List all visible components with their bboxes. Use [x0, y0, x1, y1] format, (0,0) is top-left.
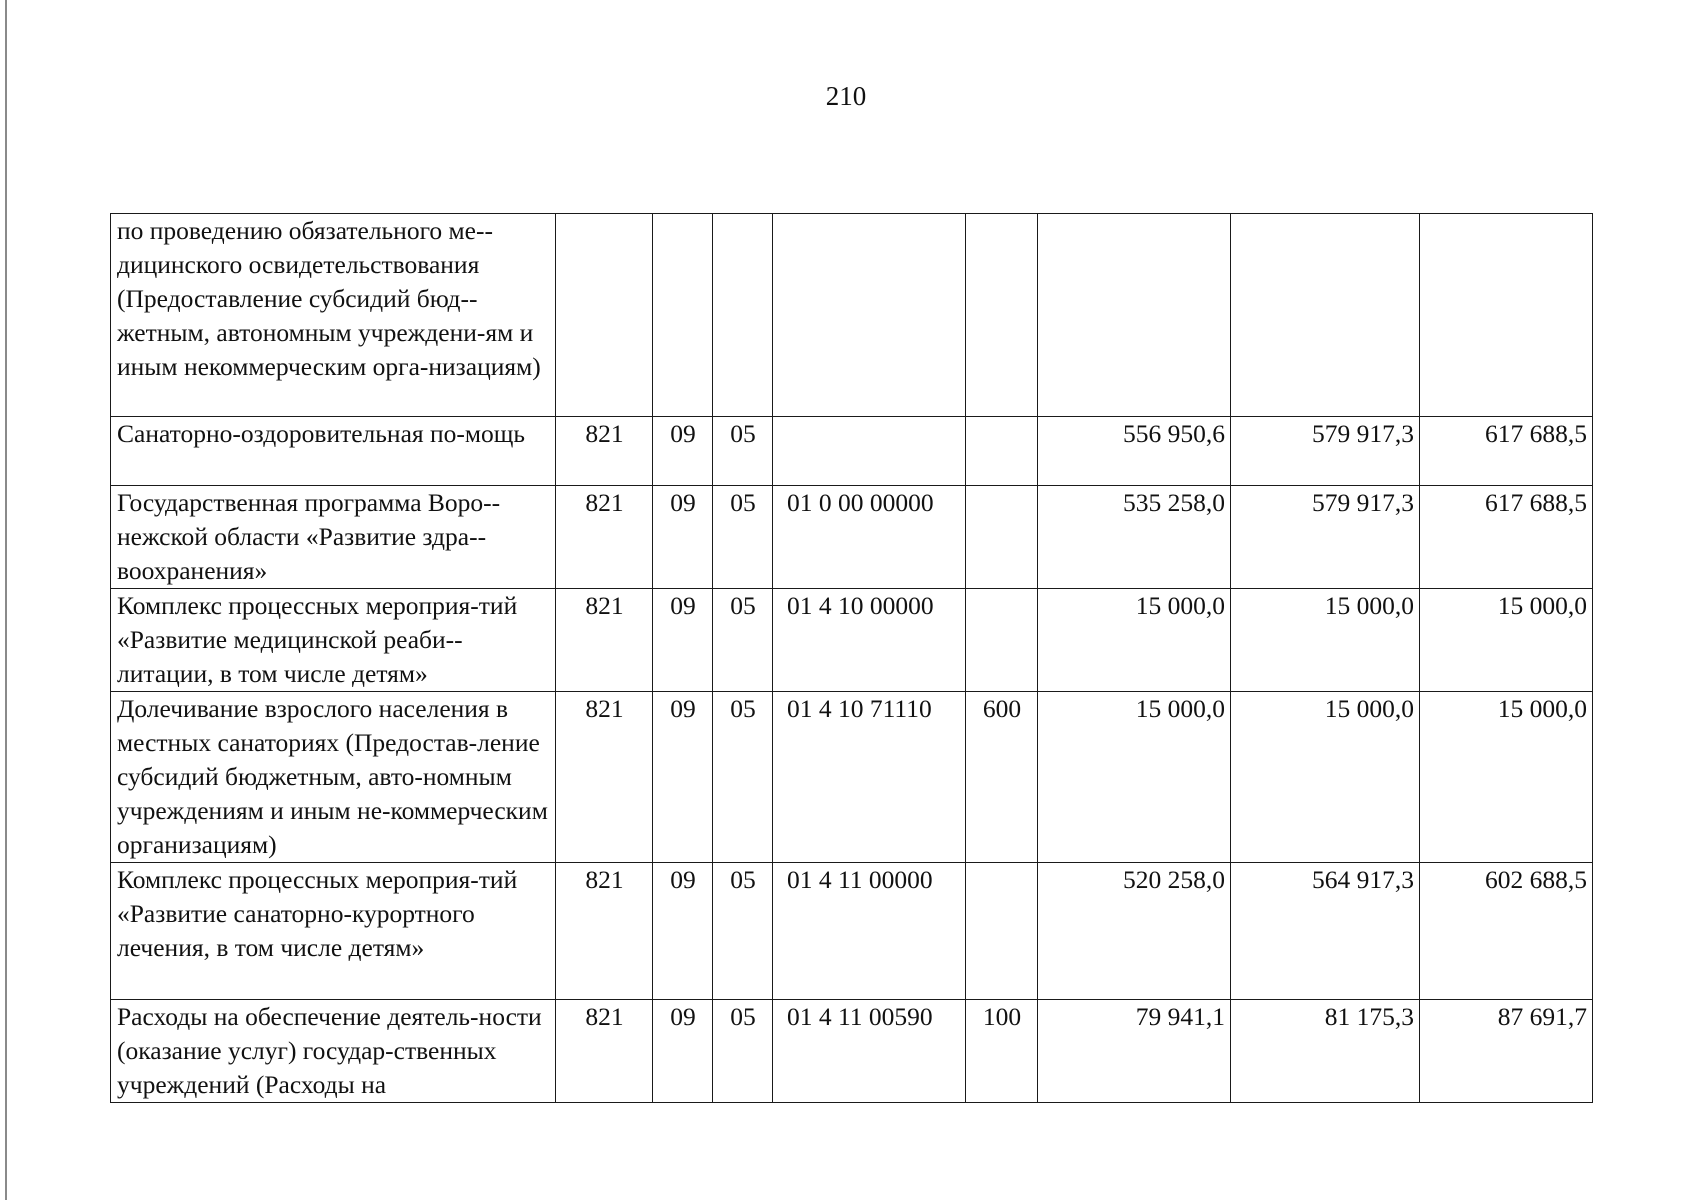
amount-year-2-cell: 579 917,3	[1231, 486, 1420, 589]
amount-year-3-cell: 15 000,0	[1420, 589, 1593, 692]
section-cell	[653, 214, 713, 417]
amount-year-1-cell: 15 000,0	[1038, 692, 1231, 863]
page-edge-line	[5, 0, 7, 1200]
expense-type-cell	[966, 214, 1038, 417]
expense-name-cell: Государственная программа Воро-нежской области «Развитие здра-воохранения»	[111, 486, 556, 589]
section-cell: 09	[653, 417, 713, 486]
expense-type-cell: 600	[966, 692, 1038, 863]
ministry-code-cell: 821	[556, 1000, 653, 1103]
subsection-cell: 05	[713, 1000, 773, 1103]
ministry-code-cell: 821	[556, 589, 653, 692]
expense-type-cell: 100	[966, 1000, 1038, 1103]
target-article-cell: 01 0 00 00000	[773, 486, 966, 589]
amount-year-3-cell	[1420, 214, 1593, 417]
table-row	[111, 214, 1593, 417]
expense-type-cell	[966, 589, 1038, 692]
expense-name-cell: по проведению обязательного ме-дицинского освидетельствования (Предоставление субсидий бюд-жетным, автономным учреждени-ям и иным некоммерческим орга-низациям)	[111, 214, 556, 417]
amount-year-2-cell: 15 000,0	[1231, 692, 1420, 863]
budget-table	[110, 213, 1593, 1103]
expense-name-cell: Комплекс процессных мероприя-тий «Развитие медицинской реаби-литации, в том числе детям»	[111, 589, 556, 692]
expense-name-cell: Расходы на обеспечение деятель-ности (оказание услуг) государ-ственных учреждений (Расходы на	[111, 1000, 556, 1103]
page-number: 210	[825, 81, 867, 111]
amount-year-3-cell: 15 000,0	[1420, 692, 1593, 863]
amount-year-1-cell: 535 258,0	[1038, 486, 1231, 589]
amount-year-3-cell: 87 691,7	[1420, 1000, 1593, 1103]
table-row	[111, 417, 1593, 486]
table-row	[111, 863, 1593, 1000]
amount-year-3-cell: 617 688,5	[1420, 486, 1593, 589]
target-article-cell: 01 4 11 00000	[773, 863, 966, 1000]
amount-year-1-cell: 79 941,1	[1038, 1000, 1231, 1103]
section-cell: 09	[653, 589, 713, 692]
expense-type-cell	[966, 417, 1038, 486]
expense-type-cell	[966, 863, 1038, 1000]
table-row	[111, 1000, 1593, 1103]
table-row	[111, 486, 1593, 589]
amount-year-3-cell: 617 688,5	[1420, 417, 1593, 486]
ministry-code-cell: 821	[556, 486, 653, 589]
expense-name-cell: Санаторно-оздоровительная по-мощь	[111, 417, 556, 486]
table-row	[111, 589, 1593, 692]
amount-year-1-cell: 520 258,0	[1038, 863, 1231, 1000]
amount-year-2-cell: 15 000,0	[1231, 589, 1420, 692]
subsection-cell: 05	[713, 863, 773, 1000]
amount-year-1-cell: 15 000,0	[1038, 589, 1231, 692]
section-cell: 09	[653, 863, 713, 1000]
subsection-cell: 05	[713, 417, 773, 486]
amount-year-2-cell	[1231, 214, 1420, 417]
target-article-cell: 01 4 10 00000	[773, 589, 966, 692]
ministry-code-cell: 821	[556, 863, 653, 1000]
subsection-cell	[713, 214, 773, 417]
section-cell: 09	[653, 692, 713, 863]
amount-year-2-cell: 564 917,3	[1231, 863, 1420, 1000]
amount-year-1-cell	[1038, 214, 1231, 417]
amount-year-2-cell: 579 917,3	[1231, 417, 1420, 486]
expense-name-cell: Комплекс процессных мероприя-тий «Развитие санаторно-курортного лечения, в том числе детям»	[111, 863, 556, 1000]
amount-year-3-cell: 602 688,5	[1420, 863, 1593, 1000]
ministry-code-cell: 821	[556, 692, 653, 863]
target-article-cell	[773, 417, 966, 486]
subsection-cell: 05	[713, 692, 773, 863]
section-cell: 09	[653, 1000, 713, 1103]
amount-year-1-cell: 556 950,6	[1038, 417, 1231, 486]
target-article-cell: 01 4 10 71110	[773, 692, 966, 863]
table-row	[111, 692, 1593, 863]
amount-year-2-cell: 81 175,3	[1231, 1000, 1420, 1103]
section-cell: 09	[653, 486, 713, 589]
ministry-code-cell: 821	[556, 417, 653, 486]
subsection-cell: 05	[713, 589, 773, 692]
target-article-cell: 01 4 11 00590	[773, 1000, 966, 1103]
target-article-cell	[773, 214, 966, 417]
expense-name-cell: Долечивание взрослого населения в местных санаториях (Предостав-ление субсидий бюджетным, авто-номным учреждениям и иным не-коммерческим организациям)	[111, 692, 556, 863]
ministry-code-cell	[556, 214, 653, 417]
expense-type-cell	[966, 486, 1038, 589]
subsection-cell: 05	[713, 486, 773, 589]
